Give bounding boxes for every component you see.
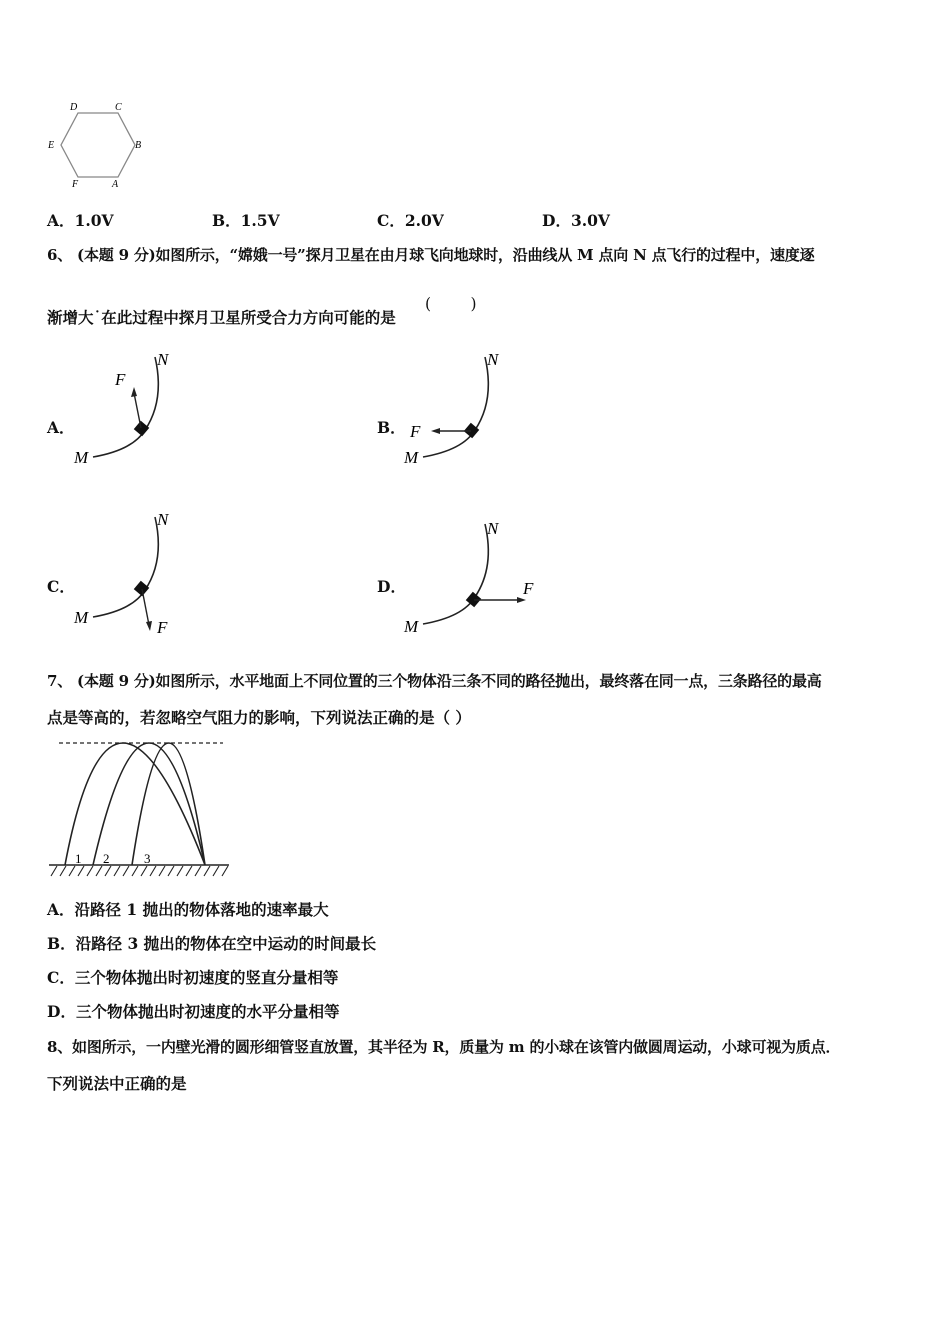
vertex-label-b: B [135, 140, 142, 151]
q8-stem-line2: 下列说法中正确的是 [47, 1074, 187, 1093]
force-label: F [115, 370, 126, 389]
q6-figure-a [65, 345, 195, 475]
q7-option-a: A．沿路径 1 抛出的物体落地的速率最大 [47, 900, 329, 919]
q6-stem-line1: 6、 (本题 9 分)如图所示，“嫦娥一号”探月卫星在由月球飞向地球时，沿曲线从 M 点向 N 点飞行的过程中，速度逐 [47, 246, 815, 264]
q6-answer-blank: ( ) [425, 295, 477, 313]
trajectory-path-2 [93, 743, 205, 865]
q6-figure-c [65, 505, 195, 640]
vertex-label-c: C [115, 102, 122, 113]
force-label: F [410, 422, 421, 441]
trajectory-curve [423, 357, 488, 457]
q7-projectile-figure [45, 735, 235, 880]
q5-option-b [212, 211, 280, 231]
trajectory-curve [93, 517, 158, 617]
satellite-block [134, 421, 149, 436]
q6-option-d-label: D． [377, 577, 406, 596]
q6-option-c-label: C． [47, 577, 75, 596]
q5-option-c [377, 211, 444, 231]
force-label: F [157, 618, 168, 637]
q5-option-d [542, 211, 610, 231]
q6-option-b-label: B． [377, 418, 406, 437]
option-text: 1.5V [240, 211, 280, 230]
ground-hatching [51, 866, 228, 876]
vertex-label-d: D [70, 102, 78, 113]
hexagon-shape [61, 113, 135, 177]
start-label: M [74, 608, 89, 627]
q6-option-a-label: A． [47, 418, 75, 437]
force-arrowhead [431, 428, 440, 434]
option-text: 1.0V [74, 211, 114, 230]
q6-figure-d [395, 512, 555, 642]
q7-option-d: D．三个物体抛出时初速度的水平分量相等 [47, 1002, 340, 1021]
hexagon-figure [40, 95, 160, 195]
q8-stem-line1: 8、如图所示，一内壁光滑的圆形细管竖直放置，其半径为 R，质量为 m 的小球在该管内做圆周运动，小球可视为质点． [47, 1038, 841, 1056]
trajectory-curve [93, 357, 158, 457]
q7-option-c: C．三个物体抛出时初速度的竖直分量相等 [47, 968, 339, 987]
end-label: N [487, 519, 499, 538]
option-letter: B． [212, 211, 241, 230]
force-label: F [523, 579, 534, 598]
vertex-label-e: E [48, 140, 55, 151]
end-label: N [157, 510, 169, 529]
option-text: 2.0V [404, 211, 444, 230]
force-arrowhead [131, 387, 137, 397]
option-letter: D． [542, 211, 571, 230]
q5-option-a [47, 211, 114, 231]
start-label: M [74, 448, 89, 467]
force-arrowhead [146, 621, 152, 631]
trajectory-curve [423, 524, 488, 624]
start-label: M [404, 448, 419, 467]
vertex-label-f: F [72, 179, 79, 190]
satellite-block [134, 581, 149, 596]
q7-stem-line1: 7、 (本题 9 分)如图所示，水平地面上不同位置的三个物体沿三条不同的路径抛出，最终落在同一点，三条路径的最高 [47, 672, 822, 690]
start-label: M [404, 617, 419, 636]
option-letter: C． [377, 211, 405, 230]
q7-option-b: B．沿路径 3 抛出的物体在空中运动的时间最长 [47, 934, 377, 953]
force-arrow [134, 393, 141, 428]
trajectory-path-3 [132, 743, 205, 865]
q6-stem-line2: 渐增大˙在此过程中探月卫星所受合力方向可能的是 [47, 308, 396, 327]
path-label-3: 3 [144, 851, 151, 866]
path-label-2: 2 [103, 851, 110, 866]
option-text: 3.0V [570, 211, 610, 230]
end-label: N [157, 350, 169, 369]
force-arrow [142, 589, 149, 625]
q6-figure-b [395, 345, 525, 475]
q7-stem-line2: 点是等高的，若忽略空气阻力的影响，下列说法正确的是（ ） [47, 708, 471, 727]
option-letter: A． [47, 211, 75, 230]
vertex-label-a: A [112, 179, 119, 190]
path-label-1: 1 [75, 851, 82, 866]
end-label: N [487, 350, 499, 369]
